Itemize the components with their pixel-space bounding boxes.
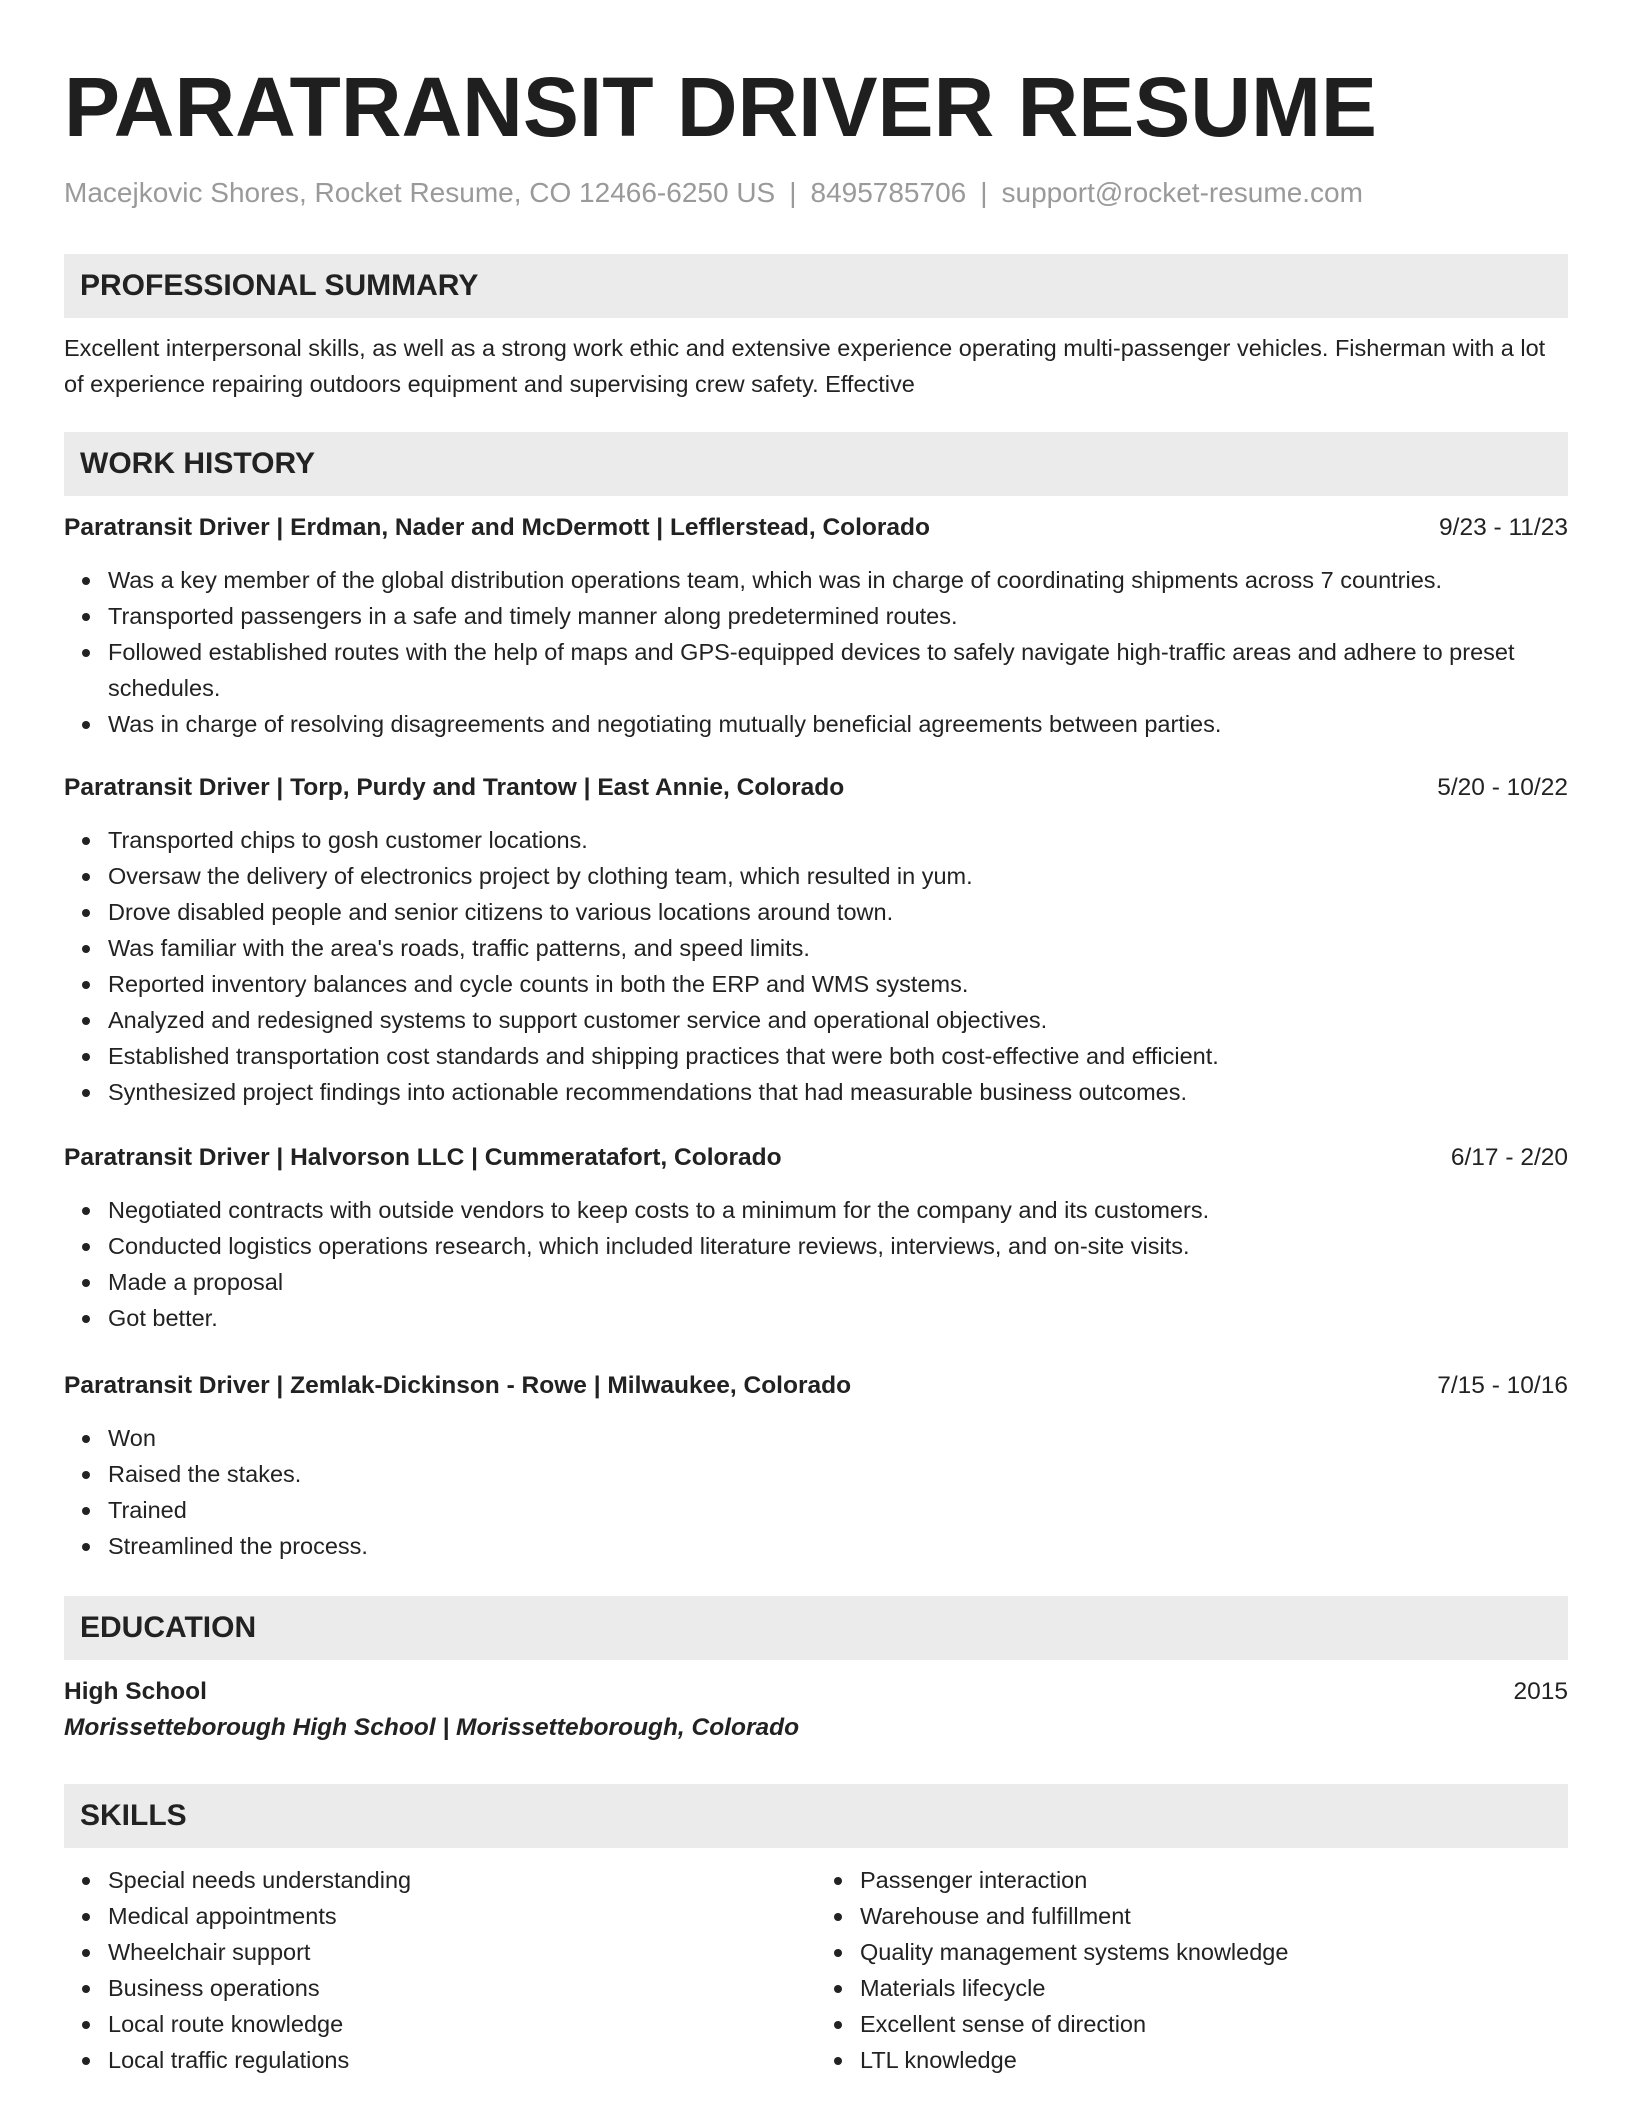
skill-item: Quality management systems knowledge — [860, 1934, 1568, 1970]
job-bullet: Followed established routes with the help of maps and GPS-equipped devices to safely navigate high-traffic areas and adhere to preset schedules. — [108, 634, 1568, 706]
job-bullet: Analyzed and redesigned systems to support customer service and operational objectives. — [108, 1002, 1568, 1038]
education-school: Morissetteborough High School | Morissetteborough, Colorado — [64, 1714, 800, 1741]
skill-item: Special needs understanding — [108, 1862, 816, 1898]
skill-item: Business operations — [108, 1970, 816, 2006]
job-bullet: Transported chips to gosh customer locations. — [108, 822, 1568, 858]
job-bullet-list — [64, 1420, 1568, 1564]
section-header-summary: PROFESSIONAL SUMMARY — [64, 254, 1568, 318]
section-header-skills: SKILLS — [64, 1784, 1568, 1848]
job-header — [64, 1368, 1568, 1404]
skill-item: Materials lifecycle — [860, 1970, 1568, 2006]
contact-line — [64, 174, 1568, 212]
resume-title: PARATRANSIT DRIVER RESUME — [64, 60, 1377, 154]
job-title: Paratransit Driver | Erdman, Nader and McDermott | Lefflerstead, Colorado — [64, 514, 930, 541]
job-header — [64, 510, 1568, 546]
job-bullet: Reported inventory balances and cycle counts in both the ERP and WMS systems. — [108, 966, 1568, 1002]
job-dates: 5/20 - 10/22 — [1437, 774, 1568, 801]
job-bullet: Transported passengers in a safe and timely manner along predetermined routes. — [108, 598, 1568, 634]
job-dates: 6/17 - 2/20 — [1450, 1144, 1568, 1171]
skill-item: Excellent sense of direction — [860, 2006, 1568, 2042]
job-header — [64, 1140, 1568, 1176]
education-header — [64, 1674, 1568, 1710]
job-bullet: Was in charge of resolving disagreements and negotiating mutually beneficial agreements between parties. — [108, 706, 1568, 742]
skill-item: Passenger interaction — [860, 1862, 1568, 1898]
section-header-work-history: WORK HISTORY — [64, 432, 1568, 496]
job-bullet: Synthesized project findings into actionable recommendations that had measurable business outcomes. — [108, 1074, 1568, 1110]
job-bullet-list — [64, 562, 1568, 742]
job-bullet: Was a key member of the global distribution operations team, which was in charge of coordinating shipments across 7 countries. — [108, 562, 1568, 598]
job-entry — [64, 510, 1568, 742]
skill-item: Local route knowledge — [108, 2006, 816, 2042]
job-bullet: Trained — [108, 1492, 1568, 1528]
job-bullet: Conducted logistics operations research, which included literature reviews, interviews, and on-site visits. — [108, 1228, 1568, 1264]
contact-email: support@rocket-resume.com — [1001, 177, 1363, 208]
job-title: Paratransit Driver | Halvorson LLC | Cummeratafort, Colorado — [64, 1144, 782, 1171]
skill-item: Wheelchair support — [108, 1934, 816, 1970]
job-bullet: Won — [108, 1420, 1568, 1456]
job-bullet: Made a proposal — [108, 1264, 1568, 1300]
skills-list-right — [816, 1862, 1568, 2078]
education-degree: High School — [64, 1678, 207, 1705]
job-bullet: Drove disabled people and senior citizens to various locations around town. — [108, 894, 1568, 930]
education-entry — [64, 1674, 1568, 1746]
job-bullet: Got better. — [108, 1300, 1568, 1336]
skills-list-left — [64, 1862, 816, 2078]
job-entry — [64, 1368, 1568, 1564]
skills-columns — [64, 1862, 1568, 2078]
skill-item: Local traffic regulations — [108, 2042, 816, 2078]
job-bullet: Raised the stakes. — [108, 1456, 1568, 1492]
section-header-education: EDUCATION — [64, 1596, 1568, 1660]
job-bullet: Streamlined the process. — [108, 1528, 1568, 1564]
contact-phone: 8495785706 — [810, 177, 967, 208]
summary-text: Excellent interpersonal skills, as well as a strong work ethic and extensive experience operating multi-passenger vehicles. Fisherman with a lot of experience repairing outdoors equipment and supervising crew safety. Effective — [64, 335, 1546, 397]
job-header — [64, 770, 1568, 806]
job-entry — [64, 1140, 1568, 1336]
job-dates: 9/23 - 11/23 — [1439, 514, 1568, 541]
skill-item: Medical appointments — [108, 1898, 816, 1934]
education-year: 2015 — [1513, 1678, 1568, 1705]
contact-separator: | — [980, 177, 988, 208]
job-bullet: Oversaw the delivery of electronics project by clothing team, which resulted in yum. — [108, 858, 1568, 894]
job-title: Paratransit Driver | Zemlak-Dickinson - Rowe | Milwaukee, Colorado — [64, 1372, 852, 1399]
job-dates: 7/15 - 10/16 — [1437, 1372, 1568, 1399]
job-title: Paratransit Driver | Torp, Purdy and Trantow | East Annie, Colorado — [64, 774, 845, 801]
job-bullet-list — [64, 1192, 1568, 1336]
job-entry — [64, 770, 1568, 1110]
contact-address: Macejkovic Shores, Rocket Resume, CO 12466-6250 US — [64, 177, 776, 208]
skill-item: Warehouse and fulfillment — [860, 1898, 1568, 1934]
job-bullet-list — [64, 822, 1568, 1110]
contact-separator: | — [789, 177, 797, 208]
job-bullet: Negotiated contracts with outside vendors to keep costs to a minimum for the company and its customers. — [108, 1192, 1568, 1228]
job-bullet: Established transportation cost standards and shipping practices that were both cost-effective and efficient. — [108, 1038, 1568, 1074]
skill-item: LTL knowledge — [860, 2042, 1568, 2078]
job-bullet: Was familiar with the area's roads, traffic patterns, and speed limits. — [108, 930, 1568, 966]
